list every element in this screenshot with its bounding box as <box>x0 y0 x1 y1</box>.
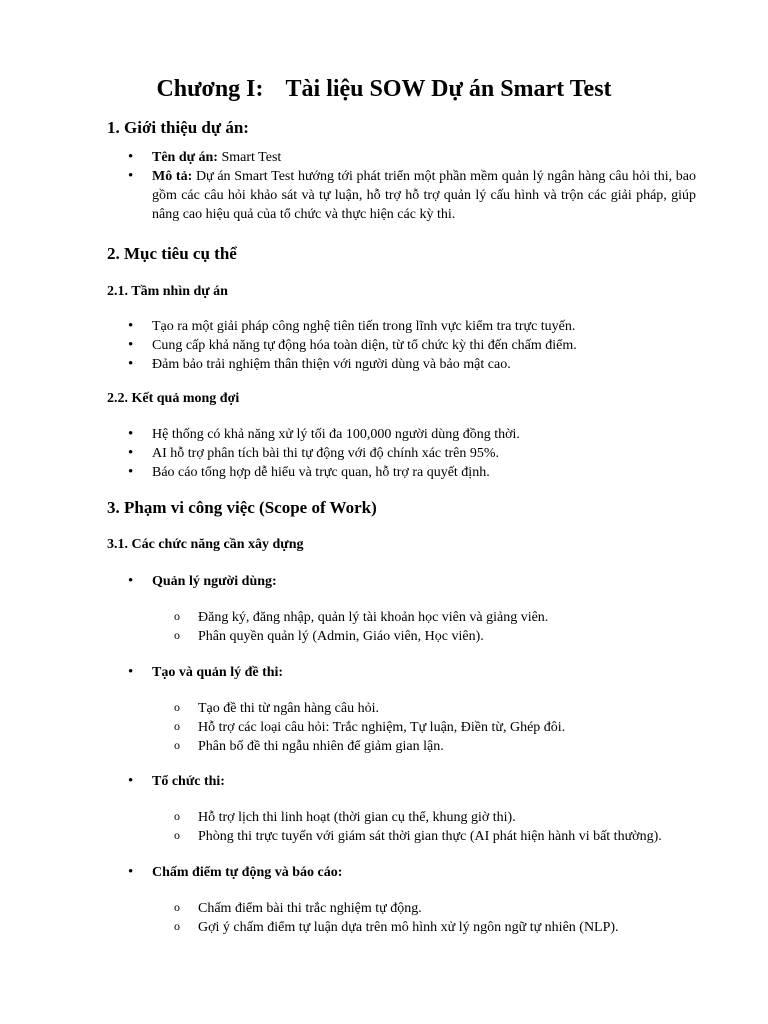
results-list-wrap <box>107 425 696 482</box>
feature-list <box>107 572 696 591</box>
subsection-2-1 <box>107 283 696 301</box>
section-1-heading: 1. Giới thiệu dự án: <box>107 118 249 137</box>
sub-list <box>107 899 696 937</box>
section-2-heading: 2. Mục tiêu cụ thể <box>107 244 237 263</box>
vision-list <box>107 317 696 374</box>
list-item <box>107 148 696 167</box>
feature-title: Tổ chức thi: <box>152 774 225 789</box>
section-2 <box>107 243 696 265</box>
list-item <box>107 772 696 791</box>
list-item: • Tạo ra một giải pháp công nghệ tiên tiến trong lĩnh vực kiểm tra trực tuyến. <box>107 317 696 336</box>
sub-list <box>107 699 696 756</box>
feature-exam-management <box>107 663 696 682</box>
title-chapter: Chương I: <box>156 76 264 102</box>
sub-list <box>107 808 696 846</box>
list-item: o Phân bố đề thi ngẫu nhiên để giảm gian lận. <box>107 737 696 756</box>
sub-list <box>107 608 696 646</box>
section-1 <box>107 117 696 224</box>
vision-list-wrap <box>107 317 696 374</box>
feature-exam-organization-items <box>107 808 696 846</box>
section-3-heading: 3. Phạm vi công việc (Scope of Work) <box>107 498 377 517</box>
section-3 <box>107 497 696 519</box>
project-desc-label: Mô tả: <box>152 169 193 184</box>
subsection-2-2-heading: 2.2. Kết quả mong đợi <box>107 391 240 406</box>
list-item: o Phân quyền quản lý (Admin, Giáo viên, Học viên). <box>107 627 696 646</box>
list-item: o Hỗ trợ các loại câu hỏi: Trắc nghiệm, Tự luận, Điền từ, Ghép đôi. <box>107 718 696 737</box>
list-item: • Đảm bảo trải nghiệm thân thiện với người dùng và bảo mật cao. <box>107 355 696 374</box>
list-item <box>107 167 696 224</box>
document-title <box>0 74 768 104</box>
list-item: • Cung cấp khả năng tự động hóa toàn diện, từ tổ chức kỳ thi đến chấm điểm. <box>107 336 696 355</box>
list-item: o Gợi ý chấm điểm tự luận dựa trên mô hình xử lý ngôn ngữ tự nhiên (NLP). <box>107 918 696 937</box>
subsection-3-1 <box>107 536 696 554</box>
list-item: o Đăng ký, đăng nhập, quản lý tài khoản học viên và giảng viên. <box>107 608 696 627</box>
feature-auto-grading-items <box>107 899 696 937</box>
feature-user-management-items <box>107 608 696 646</box>
project-desc-value: Dự án Smart Test hướng tới phát triển một phần mềm quản lý ngân hàng câu hỏi thi, bao gồm các câu hỏi khảo sát và tự luận, hỗ trợ hỗ trợ quản lý cấu hình và trộn các giải pháp, giúp nâng cao hiệu quả của tổ chức và thực hiện các kỳ thi. <box>152 169 696 222</box>
feature-auto-grading <box>107 863 696 882</box>
list-item <box>107 863 696 882</box>
list-item: o Phòng thi trực tuyến với giám sát thời gian thực (AI phát hiện hành vi bất thường). <box>107 827 696 846</box>
feature-list <box>107 863 696 882</box>
list-item <box>107 663 696 682</box>
list-item: • Báo cáo tổng hợp dễ hiểu và trực quan, hỗ trợ ra quyết định. <box>107 463 696 482</box>
feature-exam-management-items <box>107 699 696 756</box>
list-item: o Chấm điểm bài thi trắc nghiệm tự động. <box>107 899 696 918</box>
project-name-value: Smart Test <box>217 150 282 165</box>
project-info-list <box>107 148 696 224</box>
list-item: o Tạo đề thi từ ngân hàng câu hỏi. <box>107 699 696 718</box>
feature-list <box>107 663 696 682</box>
feature-user-management <box>107 572 696 591</box>
list-item: • AI hỗ trợ phân tích bài thi tự động với độ chính xác trên 95%. <box>107 444 696 463</box>
title-text: Tài liệu SOW Dự án Smart Test <box>285 76 612 102</box>
feature-title: Chấm điểm tự động và báo cáo: <box>152 865 343 880</box>
feature-title: Quản lý người dùng: <box>152 574 277 589</box>
results-list <box>107 425 696 482</box>
subsection-2-1-heading: 2.1. Tầm nhìn dự án <box>107 284 228 299</box>
feature-exam-organization <box>107 772 696 791</box>
list-item <box>107 572 696 591</box>
project-name-label: Tên dự án: <box>152 150 218 165</box>
list-item: • Hệ thống có khả năng xử lý tối đa 100,000 người dùng đồng thời. <box>107 425 696 444</box>
subsection-2-2 <box>107 390 696 408</box>
list-item: o Hỗ trợ lịch thi linh hoạt (thời gian cụ thể, khung giờ thi). <box>107 808 696 827</box>
feature-list <box>107 772 696 791</box>
subsection-3-1-heading: 3.1. Các chức năng cần xây dựng <box>107 537 304 552</box>
feature-title: Tạo và quản lý đề thi: <box>152 665 284 680</box>
